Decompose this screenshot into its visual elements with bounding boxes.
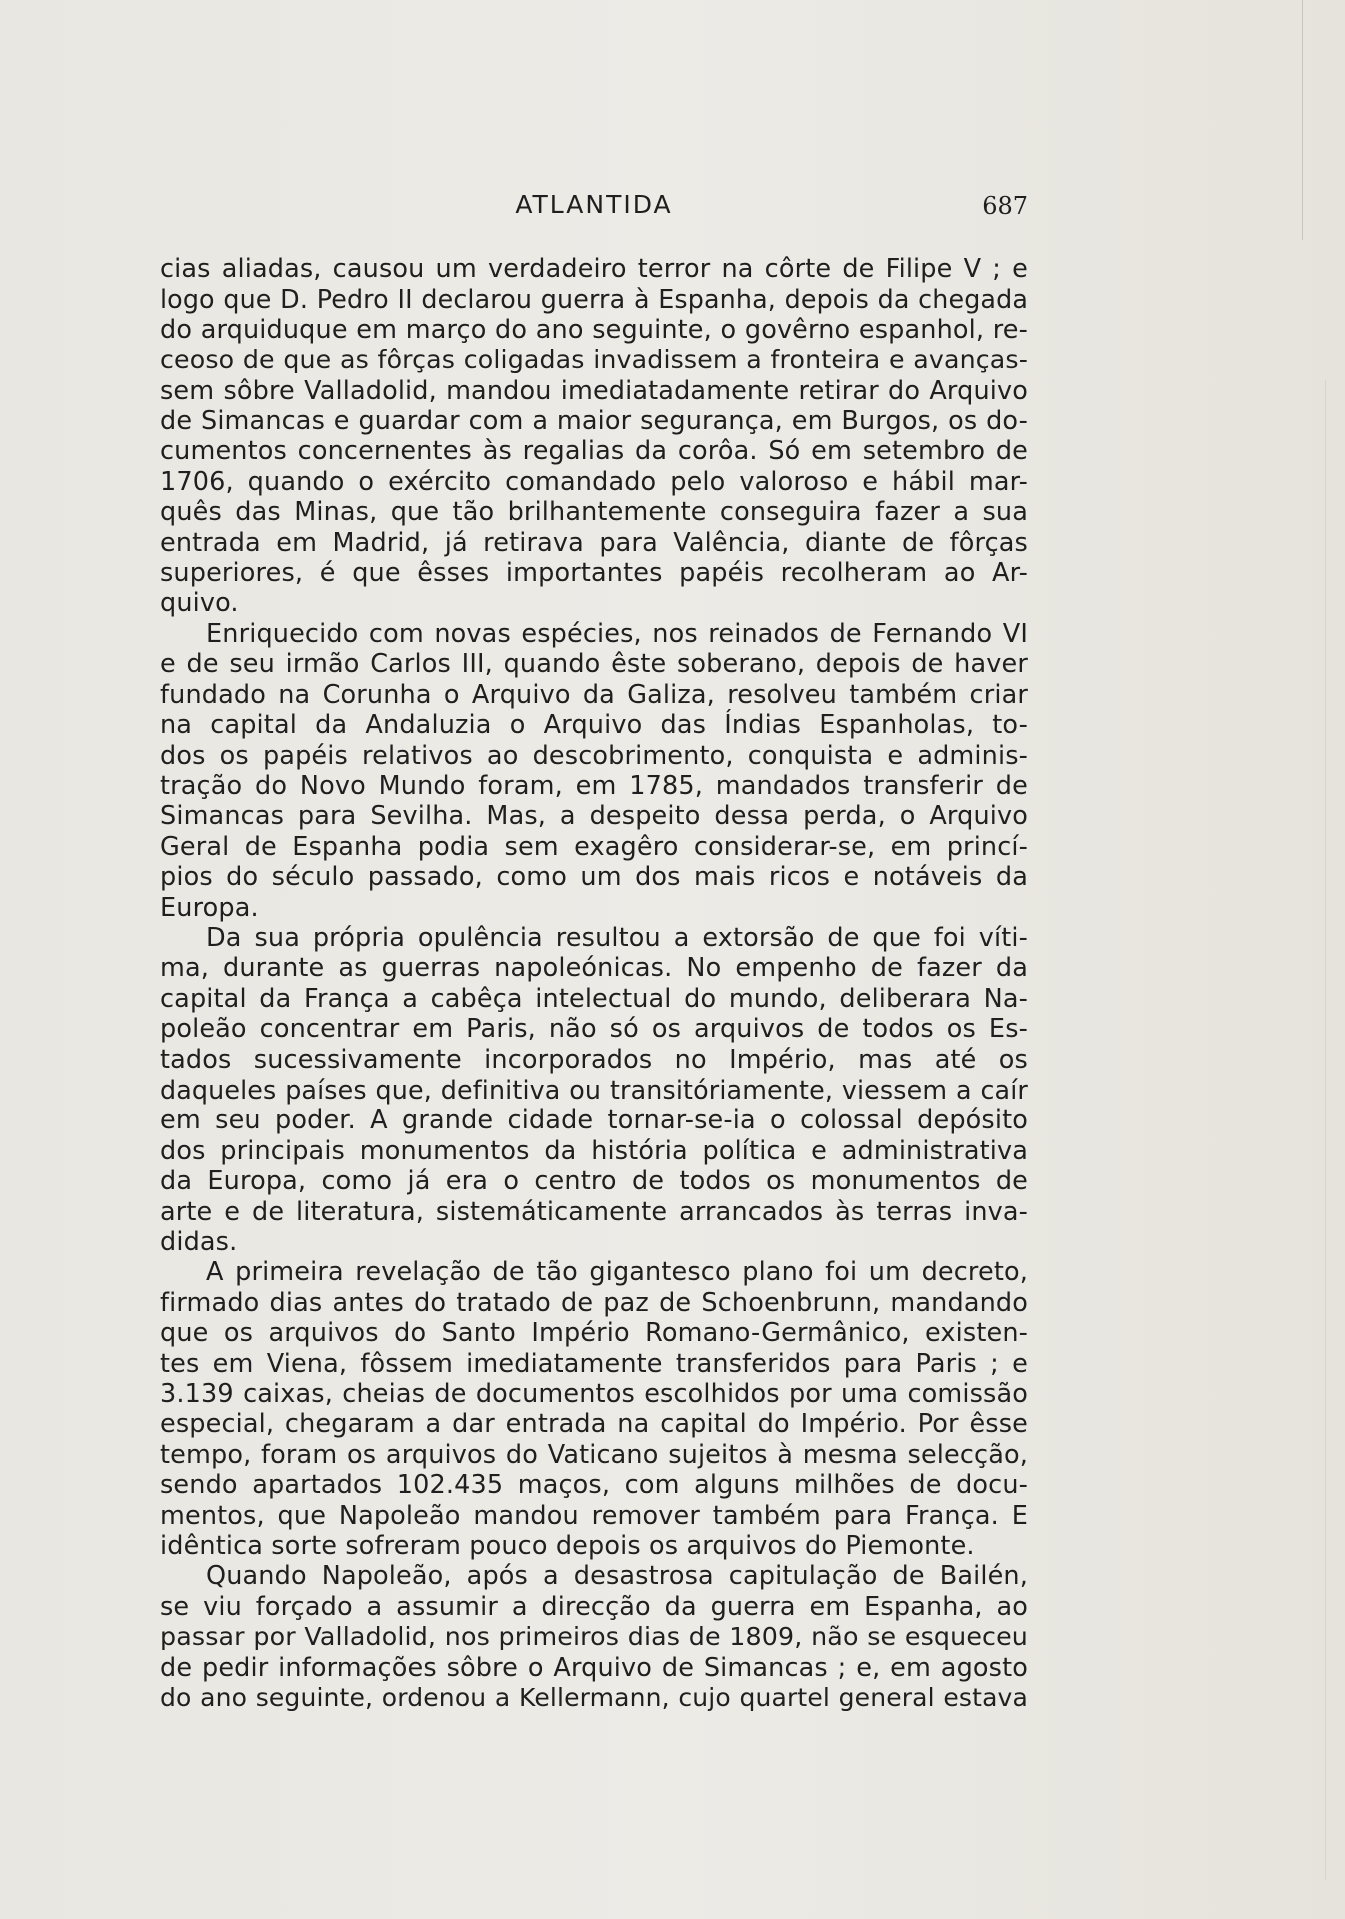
text-line: arte e de literatura, sistemáticamente arrancados às terras inva- [160, 1196, 1028, 1227]
text-line: sem sôbre Valladolid, mandou imediatadamente retirar do Arquivo [160, 375, 1028, 406]
text-line: capital da França a cabêça intelectual do mundo, deliberara Na- [160, 983, 1028, 1014]
paragraph [160, 619, 1028, 923]
page-edge-mark [1302, 0, 1303, 240]
paragraph [160, 1257, 1028, 1561]
text-line: dos os papéis relativos ao descobrimento, conquista e adminis- [160, 740, 1028, 771]
page-number: 687 [982, 192, 1028, 220]
text-line: de Simancas e guardar com a maior segurança, em Burgos, os do- [160, 406, 1028, 437]
text-line: e de seu irmão Carlos III, quando êste soberano, depois de haver [160, 649, 1028, 680]
text-line: fundado na Corunha o Arquivo da Galiza, resolveu também criar [160, 679, 1028, 710]
text-line: Geral de Espanha podia sem exagêro considerar-se, em princí- [160, 831, 1028, 862]
paragraph [160, 923, 1028, 1257]
text-line: cumentos concernentes às regalias da corôa. Só em setembro de [160, 436, 1028, 467]
text-line: entrada em Madrid, já retirava para Valência, diante de fôrças [160, 527, 1028, 558]
text-line: Da sua própria opulência resultou a extorsão de que foi víti- [206, 922, 1028, 953]
text-line: ma, durante as guerras napoleónicas. No empenho de fazer da [160, 953, 1028, 984]
text-line: logo que D. Pedro II declarou guerra à Espanha, depois da chegada [160, 284, 1028, 315]
text-line: Simancas para Sevilha. Mas, a despeito dessa perda, o Arquivo [160, 801, 1028, 832]
text-line: na capital da Andaluzia o Arquivo das Índias Espanholas, to- [160, 710, 1028, 741]
text-line: passar por Valladolid, nos primeiros dias de 1809, não se esqueceu [160, 1622, 1028, 1652]
text-line: 1706, quando o exército comandado pelo valoroso e hábil mar- [160, 466, 1028, 497]
text-line: tados sucessivamente incorporados no Império, mas até os [160, 1044, 1028, 1075]
text-line: firmado dias antes do tratado de paz de Schoenbrunn, mandando [160, 1287, 1028, 1318]
text-line: mentos, que Napoleão mandou remover também para França. E [160, 1500, 1028, 1531]
text-line: dos principais monumentos da história política e administrativa [160, 1135, 1028, 1166]
text-line: superiores, é que êsses importantes papéis recolheram ao Ar- [160, 558, 1028, 589]
text-line: A primeira revelação de tão gigantesco plano foi um decreto, [206, 1257, 1028, 1288]
paragraph [160, 1561, 1028, 1713]
running-header [160, 190, 1028, 226]
paragraph [160, 254, 1028, 619]
text-line: em seu poder. A grande cidade tornar-se-ia o colossal depósito [160, 1105, 1028, 1136]
text-line: ceoso de que as fôrças coligadas invadissem a fronteira e avanças- [160, 345, 1028, 375]
text-line: idêntica sorte sofreram pouco depois os arquivos do Piemonte. [160, 1531, 975, 1562]
text-line: Enriquecido com novas espécies, nos reinados de Fernando VI [206, 618, 1028, 649]
text-line: quivo. [160, 588, 239, 619]
text-line: do ano seguinte, ordenou a Kellermann, cujo quartel general estava [160, 1683, 1028, 1713]
text-line: pios do século passado, como um dos mais ricos e notáveis da [160, 862, 1028, 893]
text-line: Quando Napoleão, após a desastrosa capitulação de Bailén, [206, 1561, 1028, 1592]
text-line: especial, chegaram a dar entrada na capital do Império. Por êsse [160, 1409, 1028, 1440]
text-line: poleão concentrar em Paris, não só os arquivos de todos os Es- [160, 1014, 1028, 1045]
text-line: cias aliadas, causou um verdadeiro terror na côrte de Filipe V ; e [160, 254, 1028, 284]
text-line: que os arquivos do Santo Império Romano-Germânico, existen- [160, 1318, 1028, 1349]
text-line: sendo apartados 102.435 maços, com alguns milhões de docu- [160, 1470, 1028, 1501]
text-line: se viu forçado a assumir a direcção da guerra em Espanha, ao [160, 1591, 1028, 1622]
running-title: ATLANTIDA [515, 190, 673, 219]
text-line: de pedir informações sôbre o Arquivo de Simancas ; e, em agosto [160, 1652, 1028, 1683]
text-line: didas. [160, 1227, 238, 1257]
text-line: tração do Novo Mundo foram, em 1785, mandados transferir de [160, 770, 1028, 801]
text-line: daqueles países que, definitiva ou transitóriamente, viessem a caír [160, 1074, 1028, 1105]
text-line: quês das Minas, que tão brilhantemente conseguira fazer a sua [160, 497, 1028, 528]
text-line: da Europa, como já era o centro de todos os monumentos de [160, 1166, 1028, 1197]
text-line: do arquiduque em março do ano seguinte, o govêrno espanhol, re- [160, 314, 1028, 345]
page-edge-mark [1325, 380, 1326, 1880]
text-line: 3.139 caixas, cheias de documentos escolhidos por uma comissão [160, 1379, 1028, 1410]
text-line: Europa. [160, 892, 259, 923]
text-line: tempo, foram os arquivos do Vaticano sujeitos à mesma selecção, [160, 1439, 1028, 1470]
body-text [160, 254, 1028, 1714]
text-line: tes em Viena, fôssem imediatamente transferidos para Paris ; e [160, 1348, 1028, 1379]
